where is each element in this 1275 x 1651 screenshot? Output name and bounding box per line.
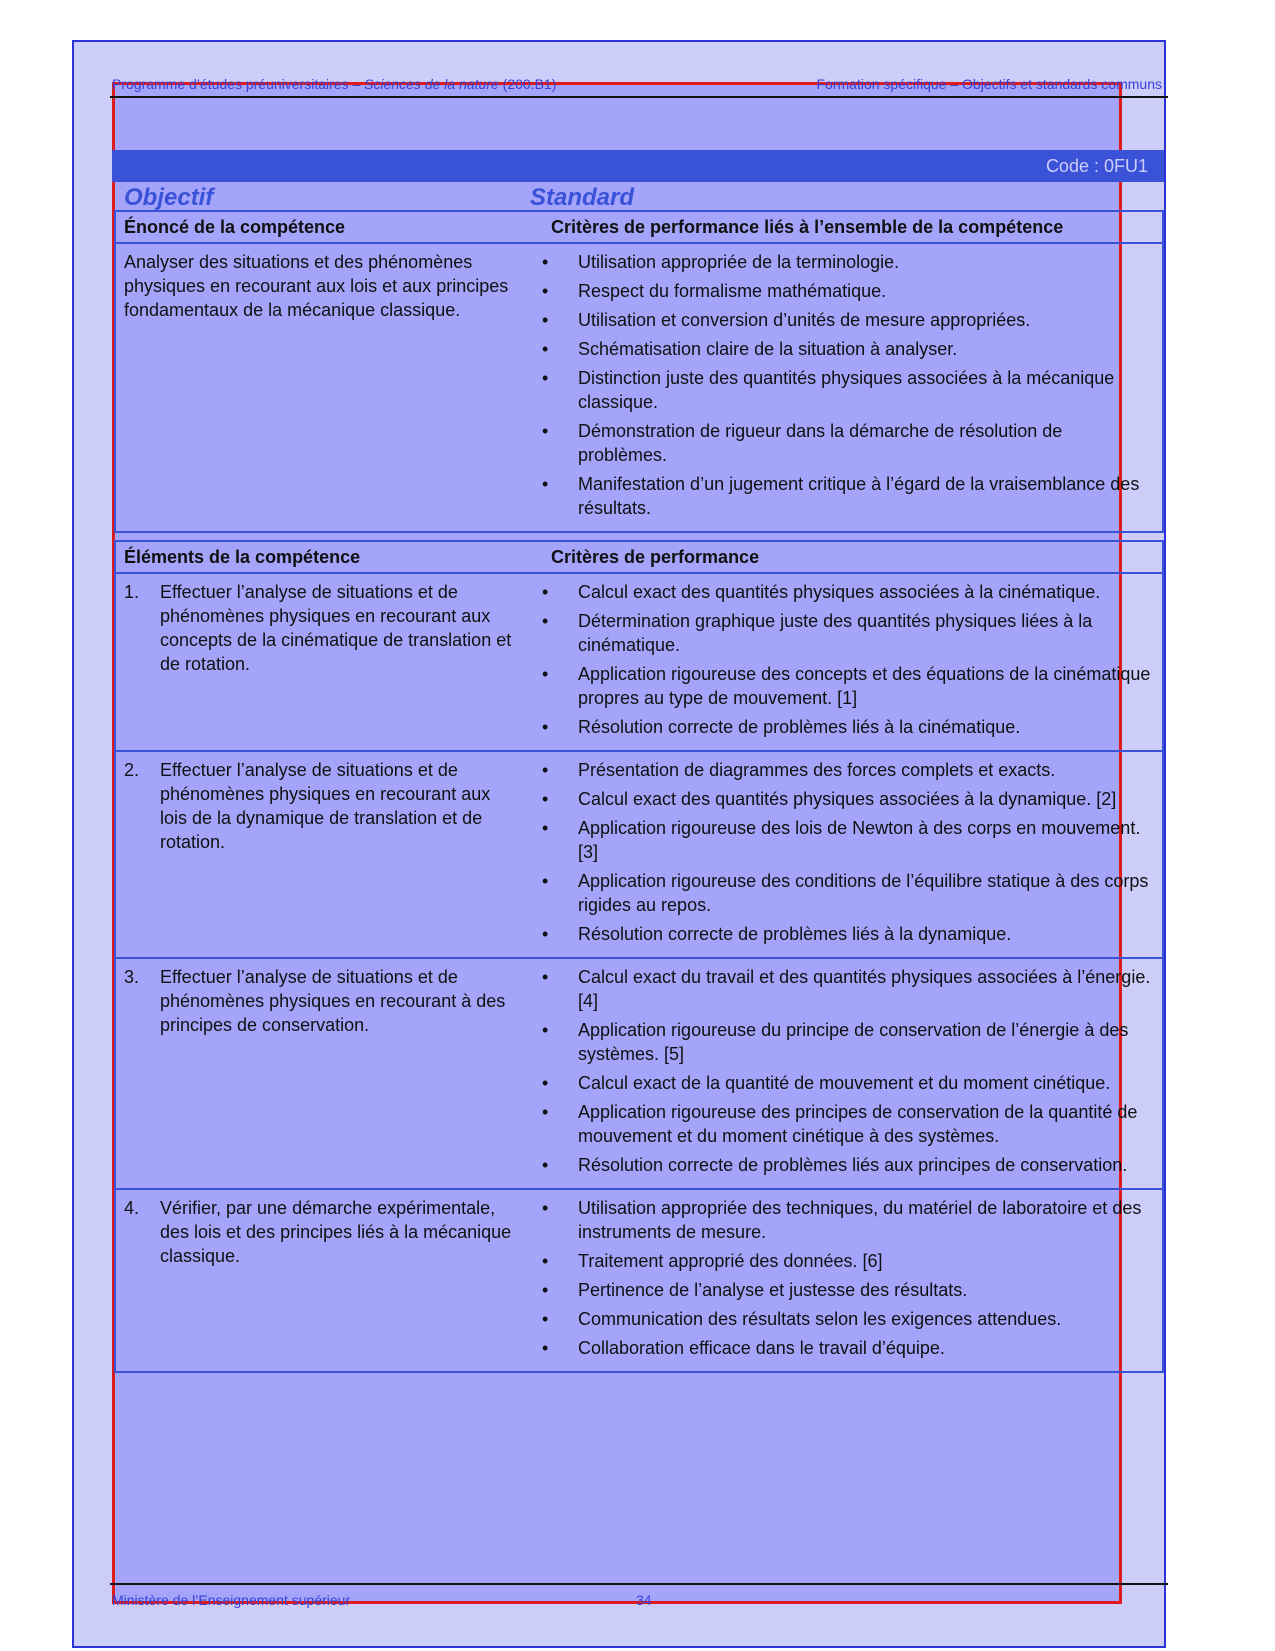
criterion: • Traitement approprié des données. [6]: [542, 1249, 1154, 1273]
element-statement: [116, 959, 524, 1188]
elements-header: [116, 542, 1162, 574]
competence-table: [114, 210, 1164, 533]
criterion: • Détermination graphique juste des quantités physiques liées à la cinématique.: [542, 609, 1154, 657]
element-number: 1.: [124, 582, 140, 602]
element-criteria-col: [524, 1190, 1162, 1371]
elements-head-right: Critères de performance: [551, 547, 760, 567]
criterion: • Utilisation et conversion d’unités de mesure appropriées.: [542, 308, 1154, 332]
competence-criteria: [542, 250, 1154, 520]
element-statement: [116, 752, 524, 957]
criterion: • Collaboration efficace dans le travail d’équipe.: [542, 1336, 1154, 1360]
element-text: Vérifier, par une démarche expérimentale, des lois et des principes liés à la mécanique classique.: [160, 1198, 512, 1266]
criterion: • Application rigoureuse des lois de Newton à des corps en mouvement. [3]: [542, 816, 1154, 864]
element-criteria: [542, 1196, 1154, 1360]
criterion: • Utilisation appropriée des techniques, du matériel de laboratoire et des instruments de mesure.: [542, 1196, 1154, 1244]
footer-ministry: Ministère de l’Enseignement supérieur: [112, 1592, 351, 1608]
page-number: 34: [636, 1592, 652, 1608]
elements-head-left: Éléments de la compétence: [124, 547, 361, 567]
criterion: • Calcul exact de la quantité de mouvement et du moment cinétique.: [542, 1071, 1154, 1095]
footer-rule: [110, 1583, 1168, 1585]
criterion: • Résolution correcte de problèmes liés aux principes de conservation.: [542, 1153, 1154, 1177]
header-section: Formation spécifique – Objectifs et standards communs: [816, 76, 1162, 92]
criterion: • Résolution correcte de problèmes liés à la dynamique.: [542, 922, 1154, 946]
element-statement: [116, 1190, 524, 1371]
criterion: • Application rigoureuse du principe de conservation de l’énergie à des systèmes. [5]: [542, 1018, 1154, 1066]
criterion: • Démonstration de rigueur dans la démarche de résolution de problèmes.: [542, 419, 1154, 467]
competence-head-right: Critères de performance liés à l’ensemble de la compétence: [551, 217, 1064, 237]
element-text: Effectuer l’analyse de situations et de phénomènes physiques en recourant à des principes de conservation.: [160, 967, 506, 1035]
criterion: • Utilisation appropriée de la terminologie.: [542, 250, 1154, 274]
criterion: • Manifestation d’un jugement critique à l’égard de la vraisemblance des résultats.: [542, 472, 1154, 520]
element-criteria: [542, 758, 1154, 946]
header-program: Programme d’études préuniversitaires – Sciences de la nature (200.B1): [112, 76, 557, 92]
element-statement: [116, 574, 524, 750]
criterion: • Application rigoureuse des principes de conservation de la quantité de mouvement et du moment cinétique à des systèmes.: [542, 1100, 1154, 1148]
competence-row: [116, 244, 1162, 531]
element-text: Effectuer l’analyse de situations et de phénomènes physiques en recourant aux lois de la dynamique de translation et de rotation.: [160, 760, 491, 852]
element-text: Effectuer l’analyse de situations et de phénomènes physiques en recourant aux concepts de la cinématique de translation et de rotation.: [160, 582, 512, 674]
competence-head-left: Énoncé de la compétence: [124, 217, 346, 237]
criterion: • Présentation de diagrammes des forces complets et exacts.: [542, 758, 1154, 782]
elements-table: [114, 540, 1164, 1373]
criterion: • Résolution correcte de problèmes liés à la cinématique.: [542, 715, 1154, 739]
criterion: • Respect du formalisme mathématique.: [542, 279, 1154, 303]
element-criteria: [542, 580, 1154, 739]
objectif-title: Objectif: [124, 184, 214, 211]
element-row: [116, 752, 1162, 959]
element-criteria-col: [524, 959, 1162, 1188]
criterion: • Pertinence de l’analyse et justesse des résultats.: [542, 1278, 1154, 1302]
criterion: • Calcul exact des quantités physiques associées à la dynamique. [2]: [542, 787, 1154, 811]
element-criteria-col: [524, 752, 1162, 957]
element-row: [116, 1190, 1162, 1371]
standard-title: Standard: [530, 184, 635, 211]
element-criteria-col: [524, 574, 1162, 750]
criterion: • Distinction juste des quantités physiques associées à la mécanique classique.: [542, 366, 1154, 414]
criterion: • Application rigoureuse des concepts et des équations de la cinématique propres au type de mouvement. [1]: [542, 662, 1154, 710]
competence-statement: Analyser des situations et des phénomènes physiques en recourant aux lois et aux principes fondamentaux de la mécanique classique.: [124, 252, 509, 320]
element-number: 3.: [124, 967, 140, 987]
element-number: 2.: [124, 760, 140, 780]
element-criteria: [542, 965, 1154, 1177]
criterion: • Application rigoureuse des conditions de l’équilibre statique à des corps rigides au repos.: [542, 869, 1154, 917]
element-number: 4.: [124, 1198, 140, 1218]
criterion: • Calcul exact des quantités physiques associées à la cinématique.: [542, 580, 1154, 604]
criterion: • Communication des résultats selon les exigences attendues.: [542, 1307, 1154, 1331]
course-code: Code : 0FU1: [1045, 156, 1148, 176]
code-bar: [112, 150, 1164, 182]
element-row: [116, 574, 1162, 752]
criterion: • Schématisation claire de la situation à analyser.: [542, 337, 1154, 361]
competence-header: [116, 212, 1162, 244]
competence-criteria-col: [524, 244, 1162, 531]
element-row: [116, 959, 1162, 1190]
header-rule: [110, 96, 1168, 98]
criterion: • Calcul exact du travail et des quantités physiques associées à l’énergie. [4]: [542, 965, 1154, 1013]
